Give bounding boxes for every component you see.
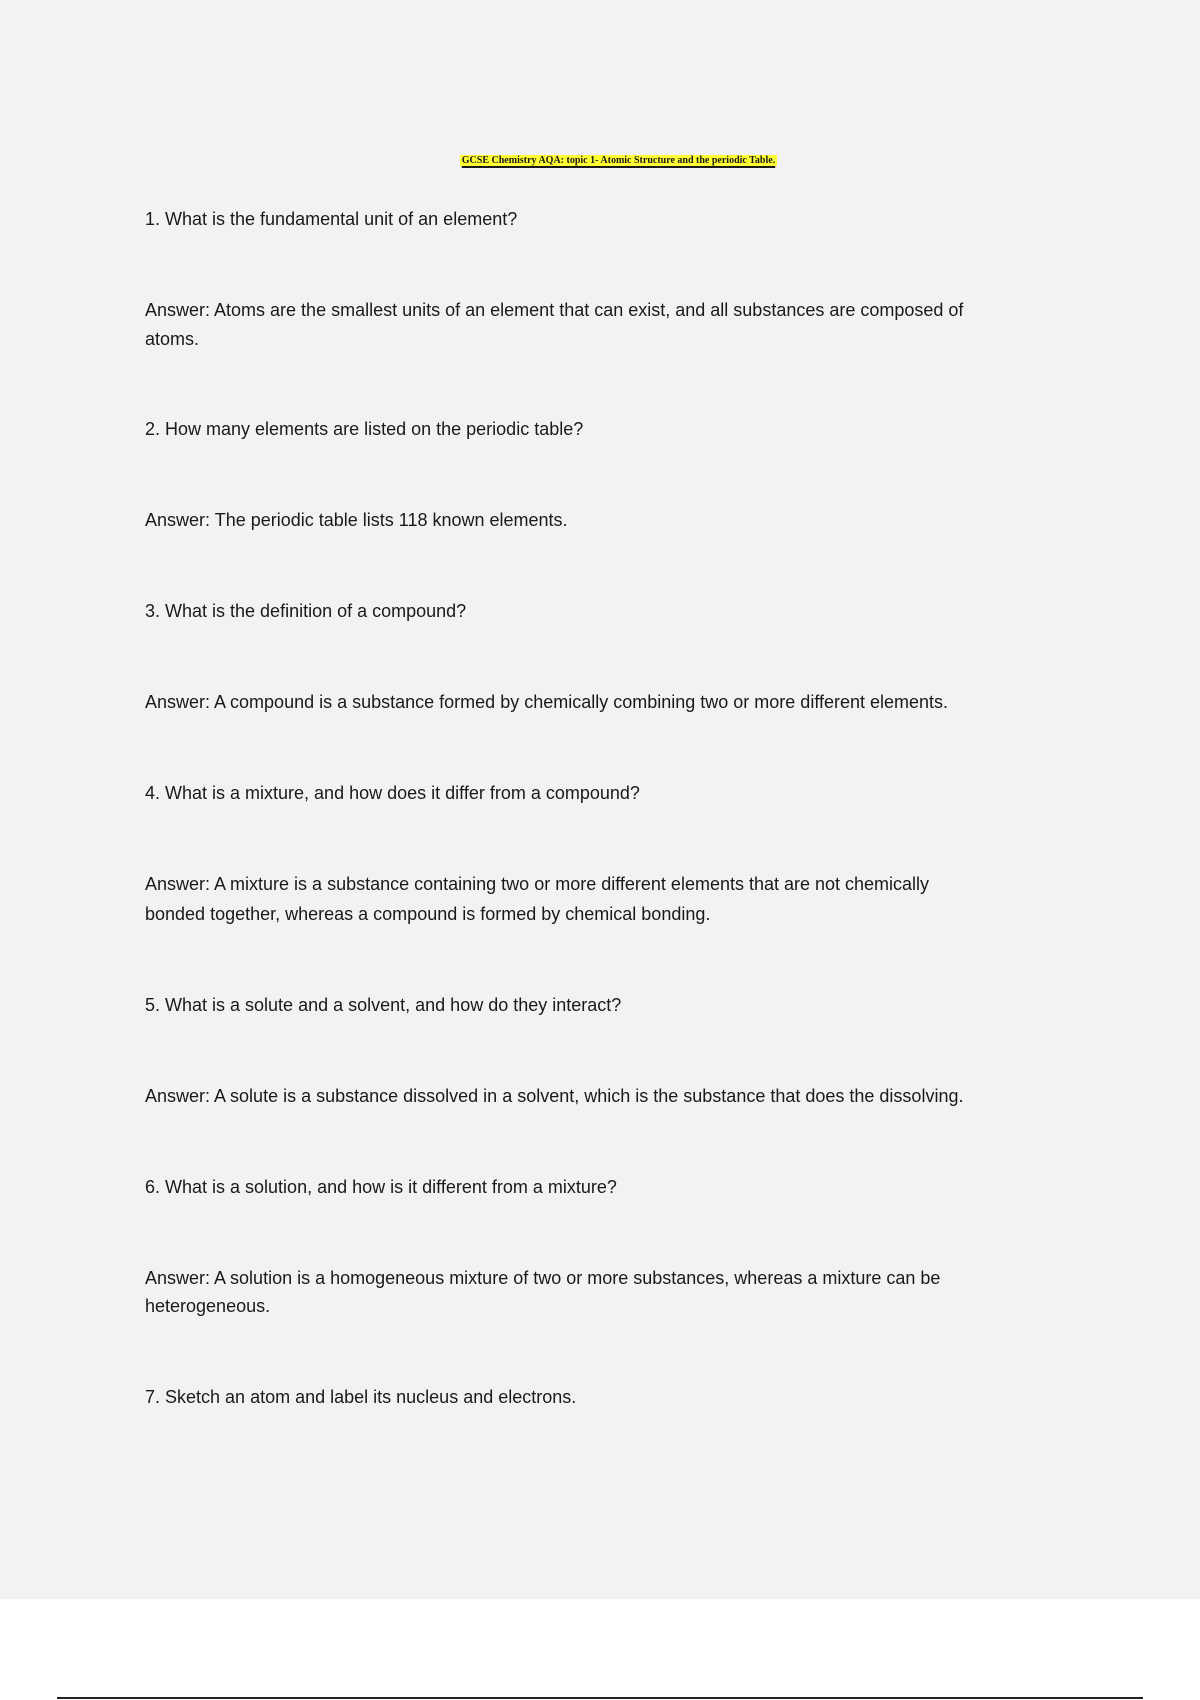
question-2: 2. How many elements are listed on the periodic table? <box>145 419 584 439</box>
question-5: 5. What is a solute and a solvent, and how do they interact? <box>145 995 622 1015</box>
question-6: 6. What is a solution, and how is it different from a mixture? <box>145 1177 617 1197</box>
question-3: 3. What is the definition of a compound? <box>145 601 467 621</box>
document-title: GCSE Chemistry AQA: topic 1- Atomic Structure and the periodic Table. <box>461 155 776 166</box>
answer-5-line-1: Answer: A solute is a substance dissolved in a solvent, which is the substance that does the dissolving. <box>145 1086 964 1106</box>
question-7: 7. Sketch an atom and label its nucleus and electrons. <box>145 1387 577 1407</box>
question-1: 1. What is the fundamental unit of an element? <box>145 209 518 229</box>
answer-1-line-1: Answer: Atoms are the smallest units of an element that can exist, and all substances are composed of <box>145 300 964 320</box>
answer-4-line-2: bonded together, whereas a compound is formed by chemical bonding. <box>145 904 711 924</box>
answer-2-line-1: Answer: The periodic table lists 118 known elements. <box>145 510 568 530</box>
answer-6-line-2: heterogeneous. <box>145 1296 271 1316</box>
answer-3-line-1: Answer: A compound is a substance formed by chemically combining two or more different elements. <box>145 692 949 712</box>
question-4: 4. What is a mixture, and how does it differ from a compound? <box>145 783 640 803</box>
answer-1-line-2: atoms. <box>145 329 200 349</box>
answer-6-line-1: Answer: A solution is a homogeneous mixture of two or more substances, whereas a mixture can be <box>145 1268 941 1288</box>
answer-4-line-1: Answer: A mixture is a substance containing two or more different elements that are not chemically <box>145 874 930 894</box>
footer-rule <box>57 1697 1143 1699</box>
document-title-block <box>0 142 1200 180</box>
